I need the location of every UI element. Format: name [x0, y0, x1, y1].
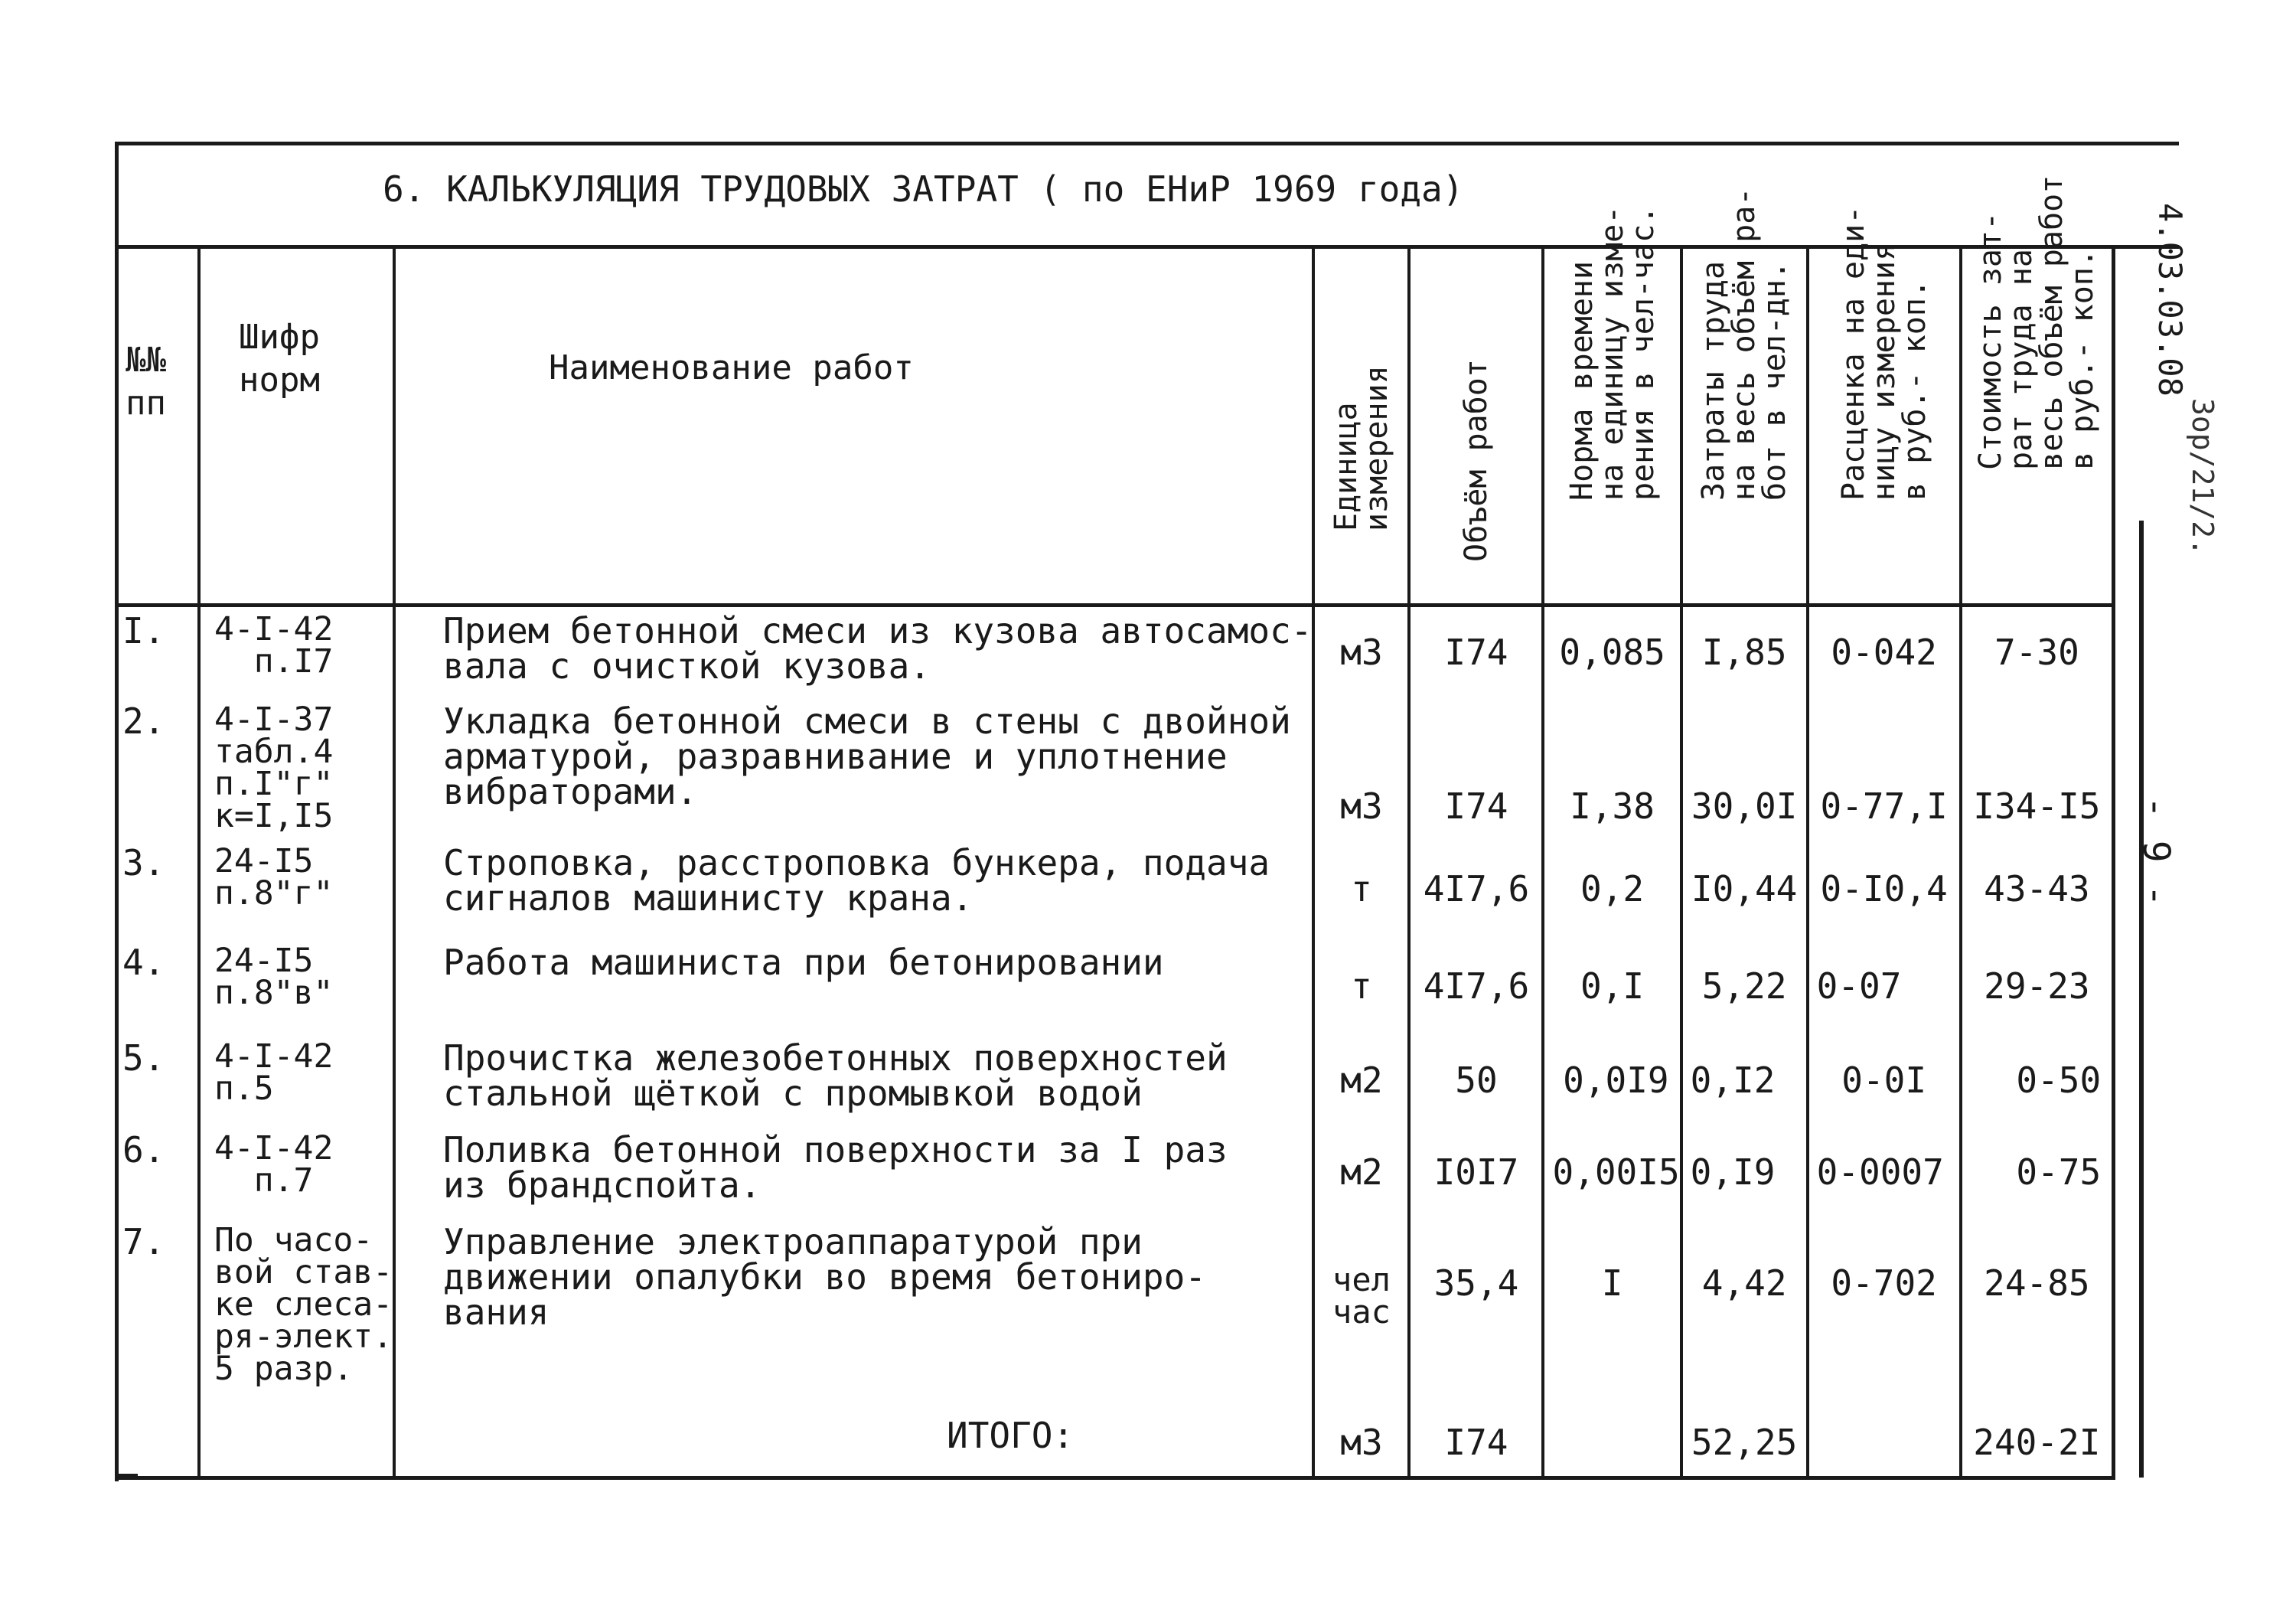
- table-frame: [115, 142, 2179, 1481]
- cell-name: Укладка бетонной смеси в стены с двойной арматурой, разравнивание и уплотнение вибраторами.: [394, 697, 1313, 839]
- cell-num: 2.: [122, 700, 165, 742]
- total-cost: 240-2I: [1961, 1409, 2114, 1478]
- cell-num: 6.: [122, 1128, 165, 1171]
- cell-norm: 0,0I9: [1543, 1034, 1681, 1126]
- total-num-empty: [115, 1409, 199, 1478]
- cell-unit: м3: [1313, 606, 1409, 697]
- total-norm-empty: [1543, 1409, 1681, 1478]
- cell-num: 3.: [122, 841, 165, 883]
- header-cost: Стоимость зат- рат труда на весь объём работ в руб.- коп.: [1961, 247, 2114, 606]
- total-volume: I74: [1409, 1409, 1543, 1478]
- cell-rate: 0-I0,4: [1808, 839, 1961, 939]
- table-row: [115, 1126, 2114, 1218]
- cell-rate: 0-0007: [1808, 1126, 1961, 1218]
- cell-labor: I,85: [1681, 606, 1808, 697]
- cell-norm: 0,00I5: [1543, 1126, 1681, 1218]
- table-row: [115, 939, 2114, 1034]
- table-header-row: [115, 247, 2114, 606]
- cell-norm: I: [1543, 1218, 1681, 1409]
- cell-cost: 7-30: [1961, 606, 2114, 697]
- cell-unit: м2: [1313, 1034, 1409, 1126]
- cell-labor: 4,42: [1681, 1218, 1808, 1409]
- header-volume: Объём работ: [1409, 247, 1543, 606]
- cell-volume: 4I7,6: [1409, 839, 1543, 939]
- cell-name: Поливка бетонной поверхности за I раз из брандспойта.: [394, 1126, 1313, 1218]
- page-number: - 9 -: [2135, 796, 2177, 907]
- cell-labor: 0,I2: [1681, 1034, 1808, 1126]
- cell-code: 4-I-42 п.7: [199, 1126, 394, 1218]
- table-row: [115, 839, 2114, 939]
- total-label: ИТОГО:: [394, 1409, 1313, 1478]
- side-divider: [2139, 521, 2144, 1478]
- total-row: [115, 1409, 2114, 1478]
- cell-norm: 0,I: [1543, 939, 1681, 1034]
- cell-cost: 29-23: [1961, 939, 2114, 1034]
- total-labor: 52,25: [1681, 1409, 1808, 1478]
- total-rate-empty: [1808, 1409, 1961, 1478]
- cell-code: 24-I5 п.8"в": [199, 939, 394, 1034]
- table-row: [115, 1034, 2114, 1126]
- cell-labor: 0,I9: [1681, 1126, 1808, 1218]
- cell-code: 4-I-37 табл.4 п.I"г" к=I,I5: [199, 697, 394, 839]
- header-unit: Единица измерения: [1313, 247, 1409, 606]
- cell-num: 7.: [122, 1220, 165, 1262]
- cell-unit: чел час: [1313, 1218, 1409, 1409]
- cell-volume: 35,4: [1409, 1218, 1543, 1409]
- cell-rate: 0-042: [1808, 606, 1961, 697]
- header-code: Шифр норм: [199, 247, 394, 606]
- cell-code: 4-I-42 п.I7: [199, 606, 394, 697]
- cell-cost: 43-43: [1961, 839, 2114, 939]
- header-name: Наименование работ: [394, 247, 1313, 606]
- cell-volume: I74: [1409, 697, 1543, 839]
- cell-norm: 0,2: [1543, 839, 1681, 939]
- cell-code: По часо- вой став- ке слеса- ря-элект. 5 разр.: [199, 1218, 394, 1409]
- table-row: [115, 697, 2114, 839]
- header-num: №№ пп: [115, 247, 199, 606]
- cell-name: Строповка, расстроповка бункера, подача сигналов машинисту крана.: [394, 839, 1313, 939]
- corner-mark: [115, 1474, 138, 1480]
- table-row: [115, 1218, 2114, 1409]
- cell-rate: 0-702: [1808, 1218, 1961, 1409]
- cell-norm: I,38: [1543, 697, 1681, 839]
- cell-cost: 0-50: [1961, 1034, 2114, 1126]
- cell-volume: 4I7,6: [1409, 939, 1543, 1034]
- cell-num: 4.: [122, 941, 165, 983]
- cell-labor: I0,44: [1681, 839, 1808, 939]
- cell-norm: 0,085: [1543, 606, 1681, 697]
- header-rate: Расценка на еди- ницу измерения в руб.- коп.: [1808, 247, 1961, 606]
- cell-volume: 50: [1409, 1034, 1543, 1126]
- cell-unit: т: [1313, 939, 1409, 1034]
- header-norm: Норма времени на единицу изме- рения в чел-час.: [1543, 247, 1681, 606]
- header-labor: Затраты труда на весь объём ра- бот в чел-дн.: [1681, 247, 1808, 606]
- side-document-code: 4.03.03.08: [2151, 203, 2189, 397]
- cell-cost: 0-75: [1961, 1126, 2114, 1218]
- page-title: 6. КАЛЬКУЛЯЦИЯ ТРУДОВЫХ ЗАТРАТ ( по ЕНиР 1969 года): [383, 168, 1464, 210]
- cell-unit: м3: [1313, 697, 1409, 839]
- cell-name: Прием бетонной смеси из кузова автосамос- вала с очисткой кузова.: [394, 606, 1313, 697]
- cell-rate: 0-77,I: [1808, 697, 1961, 839]
- cell-labor: 5,22: [1681, 939, 1808, 1034]
- cell-volume: I74: [1409, 606, 1543, 697]
- cell-name: Управление электроаппаратурой при движении опалубки во время бетониро- вания: [394, 1218, 1313, 1409]
- cell-unit: м2: [1313, 1126, 1409, 1218]
- total-code-empty: [199, 1409, 394, 1478]
- cell-name: Работа машиниста при бетонировании: [394, 939, 1313, 1034]
- cell-labor: 30,0I: [1681, 697, 1808, 839]
- cell-cost: I34-I5: [1961, 697, 2114, 839]
- table-row: [115, 606, 2114, 697]
- cell-cost: 24-85: [1961, 1218, 2114, 1409]
- cell-unit: т: [1313, 839, 1409, 939]
- cell-rate: 0-07: [1808, 939, 1961, 1034]
- cell-num: 5.: [122, 1037, 165, 1079]
- total-unit: м3: [1313, 1409, 1409, 1478]
- cell-num: I.: [122, 610, 165, 651]
- cell-name: Прочистка железобетонных поверхностей стальной щёткой с промывкой водой: [394, 1034, 1313, 1126]
- cell-volume: I0I7: [1409, 1126, 1543, 1218]
- cell-rate: 0-0I: [1808, 1034, 1961, 1126]
- side-signature: Зор/21/2.: [2186, 398, 2219, 556]
- cell-code: 4-I-42 п.5: [199, 1034, 394, 1126]
- cell-code: 24-I5 п.8"г": [199, 839, 394, 939]
